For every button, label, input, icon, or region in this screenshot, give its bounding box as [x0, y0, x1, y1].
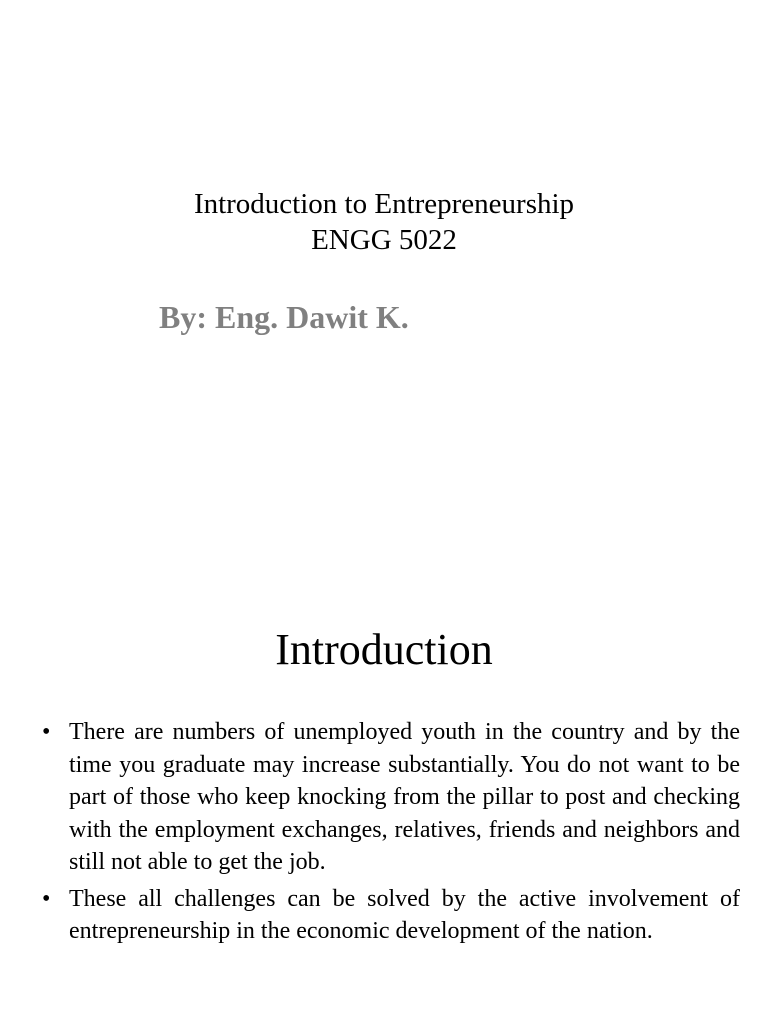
- course-code: ENGG 5022: [311, 224, 457, 256]
- bullet-text: These all challenges can be solved by the active involvement of entrepreneurship in the economic development of the nation.: [69, 885, 740, 944]
- bullet-item: [40, 883, 740, 948]
- bullet-list: [40, 716, 740, 952]
- title-block: [0, 186, 768, 258]
- presentation-title: Introduction to Entrepreneurship: [193, 188, 575, 220]
- slide-heading: Introduction: [275, 625, 493, 674]
- author-line: By: Eng. Dawit K.: [159, 299, 409, 335]
- bullet-icon: •: [42, 719, 51, 745]
- bullet-item: [40, 716, 740, 879]
- bullet-icon: •: [42, 885, 51, 912]
- bullet-text: There are numbers of unemployed youth in the country and by the time you graduate may increase substantially. You do not want to be part of those who keep knocking from the pillar to post and checking with the employment exchanges, relatives, friends and neighbors and still not able to get the job.: [69, 719, 740, 875]
